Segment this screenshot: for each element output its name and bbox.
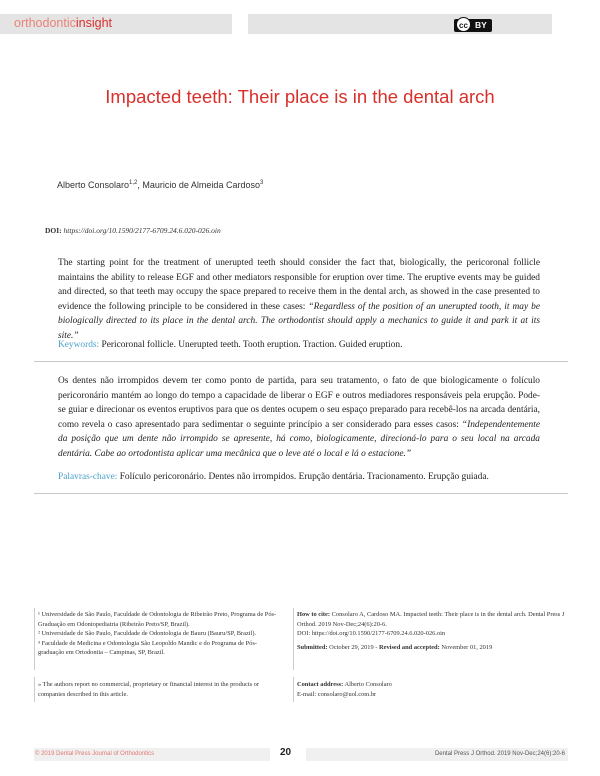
affiliation-item: ¹ Universidade de São Paulo, Faculdade de Odontologia de Ribeirão Preto, Programa de Pós-Graduação em Odontopediatria (Ribeirão Preto/SP, Brazil). [38,611,277,628]
author-separator: , [137,180,143,190]
contact-label: Contact address: [297,681,344,688]
citation-body: Consolaro A, Cardoso MA. Impacted teeth: Their place is in the dental arch. Dental Press J Orthod. 2019 Nov-Dec;24(6):20-6. [297,611,565,628]
affiliation-item: ² Universidade de São Paulo, Faculdade de Odontologia de Bauru (Bauru/SP, Brazil). [38,630,257,638]
palavras-chave-text: Folículo pericoronário. Dentes não irrompidos. Erupção dentária. Tracionamento. Erupção guiada. [117,472,489,482]
contact-email[interactable]: E-mail: consolaro@uol.com.br [297,690,377,698]
submitted-label: Submitted: [297,643,328,651]
affiliation-item: ³ Faculdade de Medicina e Odontologia São Leopoldo Mandic e do Programa de Pós-graduação em Ortodontia – Campinas, SP, Brazil. [38,639,257,657]
page-number: 20 [280,747,292,758]
abstract-portuguese-text: Os dentes não irrompidos devem ter como ponto de partida, para seu tratamento, o fato de que biologicamente o folículo pericoronário mantém ao longo do tempo a capacidade de liberar o EGF e outros mediadores responsáveis pela erupção. Pode-se guiar e direcionar os eventos eruptivos para que os dentes ocupem o seu espaço preparado para recebê-los na arcada dentária, como revela o caso apresentado para sedimentar o seguinte princípio a ser considerado para esses casos: [58,376,540,430]
accepted-date: November 01, 2019 [439,643,493,651]
doi-label: DOI: [45,226,62,235]
submitted-date: October 29, 2019 - [327,643,380,651]
disclosure-note: » The authors report no commercial, proprietary or financial interest in the products or companies described in this article. [38,681,259,698]
footnote-rule [34,608,35,670]
author-list [57,180,263,190]
abstract-english-text: The starting point for the treatment of unerupted teeth should consider the fact that, biologically, the pericoronal follicle maintains the ability to release EGF and other mediators responsible for eruption over time. The eruptive events may be guided and directed, so that teeth may occupy the space prepared to receive them in the dental arch, as showed in the case presented to evidence the following principle to be considered in these cases: [58,258,540,312]
citation-rule [293,608,294,670]
palavras-chave-label: Palavras-chave: [58,472,118,482]
abstract-portuguese-quote: “Independentemente da posição que um dente não irrompido se apresente, há como, biologicamente, direcioná-lo para o seu local na arcada dentária. Cabe ao ortodontista aplicar uma mecânica que o leve até o local e lá o estacione.” [58,419,540,459]
author-affiliation-sup: 3 [259,180,264,186]
footnote-rule [34,677,35,702]
contact-rule [293,677,294,702]
contact-name-line [297,680,567,690]
article-title: Impacted teeth: Their place is in the dental arch [105,86,495,107]
keywords-label: Keywords: [58,340,100,350]
abstract-portuguese [58,374,540,461]
contact-name: Alberto Consolaro [343,681,392,688]
footer-journal-ref: Dental Press J Orthod. 2019 Nov-Dec;24(6):20-6 [434,751,565,757]
citation-label: How to cite: [297,611,331,618]
divider [34,361,568,362]
citation-text [297,610,567,629]
contact-address [297,680,567,699]
how-to-cite [297,610,567,652]
license-by-label: BY [475,20,487,30]
author-name[interactable]: Alberto Consolaro [57,180,130,190]
affiliations [38,610,278,658]
citation-doi[interactable]: DOI: https://doi.org/10.1590/2177-6709.24.6.020-026.oin [297,630,446,638]
doi-link[interactable]: https://doi.org/10.1590/2177-6709.24.6.020-026.oin [63,226,221,235]
keywords-text: Pericoronal follicle. Unerupted teeth. Tooth eruption. Traction. Guided eruption. [99,340,403,350]
author-name[interactable]: Mauricio de Almeida Cardoso [142,180,260,190]
submission-dates [297,643,567,653]
footer-copyright: © 2019 Dental Press Journal of Orthodontics [35,751,155,757]
section-label [14,16,112,30]
author-affiliation-sup: 1,2 [129,180,138,186]
header-bar-right [248,14,552,34]
cc-icon: cc [456,17,471,32]
keywords-english [58,338,540,353]
section-label-bold: insight [75,16,112,30]
doi-line [45,226,221,235]
section-label-light: orthodontic [14,16,76,30]
divider [34,493,568,494]
accepted-label: Revised and accepted: [379,643,440,651]
abstract-english [58,256,540,343]
abstract-english-quote: “Regardless of the position of an unerupted tooth, it may be biologically directed to its place in the dental arch. The orthodontist should apply a mechanics to guide it and park it at its site.” [58,301,540,341]
keywords-portuguese [58,470,540,485]
